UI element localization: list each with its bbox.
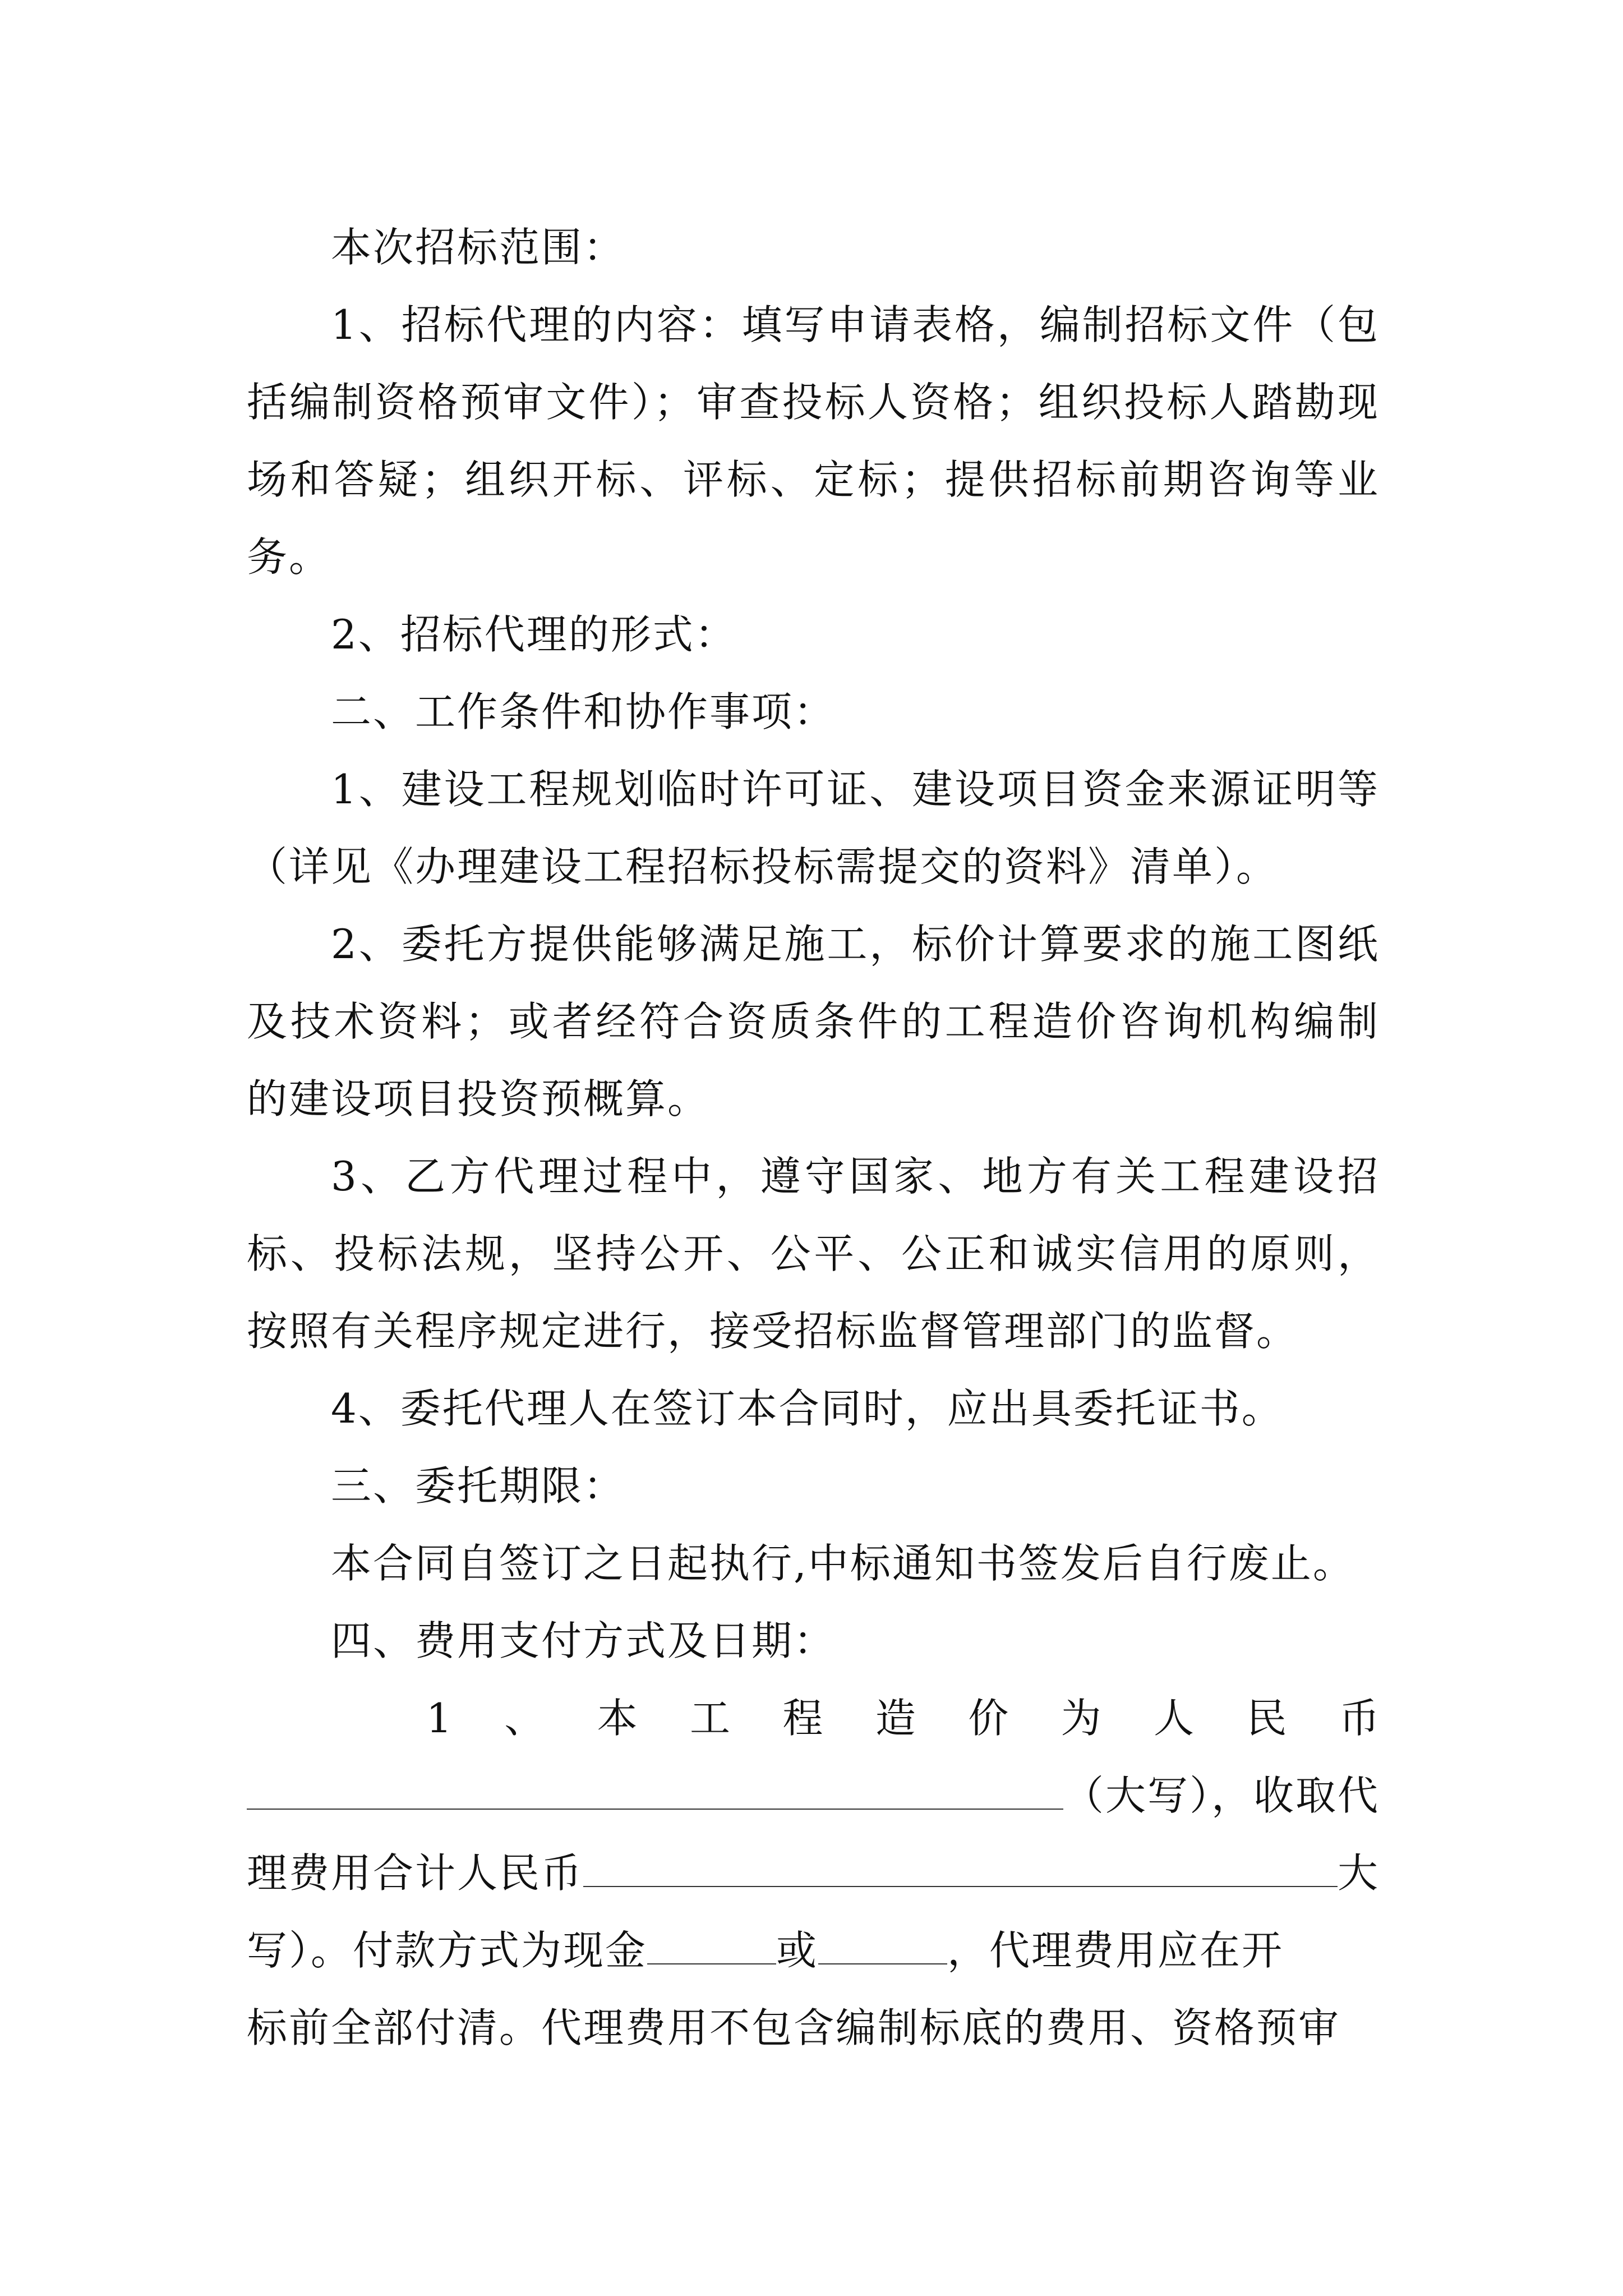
cost-char: 民 [1246,1695,1287,1742]
agency-fee-blank[interactable] [583,1852,1338,1887]
section-heading-payment: 四、费用支付方式及日期： [331,1617,836,1664]
agency-fee-line [247,1834,1380,1912]
paragraph-cost-line [247,1680,1380,1757]
cost-char: 币 [1339,1695,1380,1742]
paragraph-agency-content: 1、招标代理的内容：填写申请表格，编制招标文件（包括编制资格预审文件）；审查投标人资格；组织投标人踏勘现场和答疑；组织开标、评标、定标；提供招标前期咨询等业务。 [247,301,1380,581]
payment-method-prefix: 写）。付款方式为现金 [247,1927,648,1974]
paragraph-compliance: 3、乙方代理过程中，遵守国家、地方有关工程建设招标、投标法规，坚持公开、公平、公正和诚实信用的原则，按照有关程序规定进行，接受招标监督管理部门的监督。 [247,1153,1380,1355]
agency-fee-suffix: 大 [1337,1849,1380,1897]
paragraph-agency-form: 2、招标代理的形式： [331,611,737,658]
cash-blank[interactable] [647,1930,776,1964]
payment-method-line [247,1912,1380,1989]
cost-amount-blank[interactable] [247,1775,1063,1810]
section-heading-term: 三、委托期限： [331,1462,626,1510]
cost-char: 造 [875,1695,916,1742]
cost-char: 本 [597,1695,638,1742]
scope-heading: 本次招标范围： [331,224,626,271]
paragraph-certificate: 4、委托代理人在签订本合同时，应出具委托证书。 [331,1385,1284,1432]
payment-method-suffix: ，代理费用应在开 [947,1927,1284,1974]
cost-char: 为 [1061,1695,1101,1742]
paragraph-fee-exclusions: 标前全部付清。代理费用不包含编制标底的费用、资格预审 [247,2004,1341,2051]
cost-char: 1 [426,1695,452,1742]
cost-char: 、 [504,1695,545,1742]
agency-fee-prefix: 理费用合计人民币 [247,1849,584,1897]
document-body [247,209,1380,2067]
paragraph-drawings: 2、委托方提供能够满足施工，标价计算要求的施工图纸及技术资料；或者经符合资质条件的工程造价咨询机构编制的建设项目投资预概算。 [247,921,1380,1122]
cost-amount-line [247,1757,1380,1834]
cost-char: 工 [690,1695,731,1742]
section-heading-conditions: 二、工作条件和协作事项： [331,688,836,735]
cost-amount-suffix: （大写），收取代 [1063,1772,1380,1819]
paragraph-permits: 1、建设工程规划临时许可证、建设项目资金来源证明等（详见《办理建设工程招标投标需提交的资料》清单）。 [247,766,1380,890]
cost-char: 人 [1154,1695,1195,1742]
cost-char: 价 [968,1695,1009,1742]
cost-char: 程 [782,1695,823,1742]
alt-method-blank[interactable] [818,1930,947,1964]
paragraph-term: 本合同自签订之日起执行,中标通知书签发后自行废止。 [331,1540,1355,1587]
payment-or: 或 [776,1927,819,1974]
